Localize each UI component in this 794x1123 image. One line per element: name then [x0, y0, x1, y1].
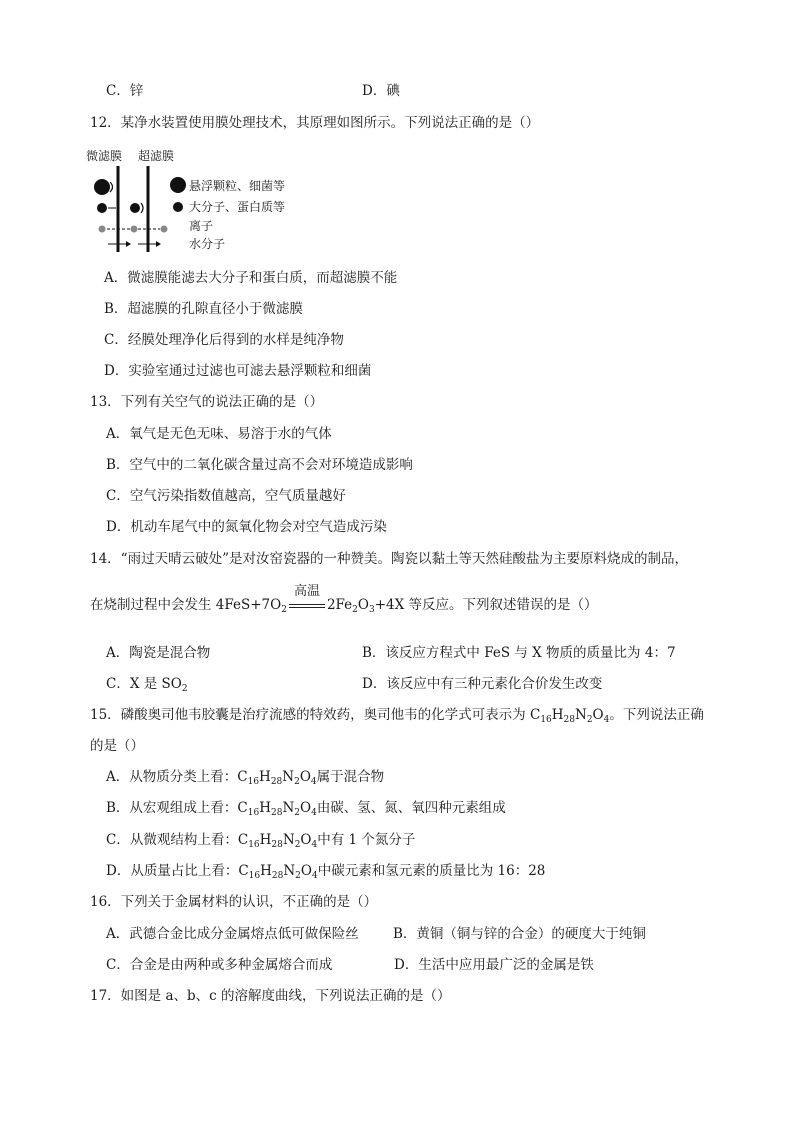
q14-option-a: A．陶瓷是混合物: [106, 645, 211, 661]
q16-option-b: B．黄铜（铜与锌的合金）的硬度大于纯铜: [393, 926, 646, 942]
legend-suspended: 悬浮颗粒、细菌等: [189, 179, 286, 193]
macromolecule-dot: [97, 203, 107, 213]
q11-option-d: D．碘: [362, 83, 400, 99]
q17-stem: 17．如图是 a、b、c 的溶解度曲线，下列说法正确的是（）: [90, 988, 451, 1004]
q16-option-d: D．生活中应用最广泛的金属是铁: [394, 957, 594, 973]
q16-option-a: A．武德合金比成分金属熔点低可做保险丝: [106, 926, 359, 942]
q12-option-d: D．实验室通过过滤也可滤去悬浮颗粒和细菌: [104, 363, 372, 379]
q14-option-b: B．该反应方程式中 FeS 与 X 物质的质量比为 4：7: [362, 645, 676, 661]
ion-dot: [99, 226, 106, 233]
q15-option-c: C．从微观结构上看：$C_{16}H_{28}N_2O_4$中有 1 个氮分子: [106, 832, 416, 850]
q16-stem: 16．下列关于金属材料的认识，不正确的是（）: [90, 894, 378, 910]
legend-macromolecule: 大分子、蛋白质等: [189, 200, 286, 214]
reaction-condition: 高温: [293, 583, 320, 599]
ultrafilter-label: 超滤膜: [138, 149, 175, 163]
suspended-particle-dot: [94, 179, 110, 195]
q13-option-d: D．机动车尾气中的氮氧化物会对空气造成污染: [106, 519, 387, 535]
legend-suspended-dot: [170, 177, 186, 193]
q11-option-c: C．锌: [106, 83, 144, 99]
q13-option-b: B．空气中的二氧化碳含量过高不会对环境造成影响: [106, 457, 413, 473]
reaction-condition-sign: [287, 583, 327, 616]
legend-macromolecule-dot: [173, 202, 183, 212]
q14-stem-line2: 在烧制过程中会发生 $4FeS+7O_2$ 高温 $2Fe_2O_3+4X$ 等反应。下列叙述错误的是（）: [90, 583, 598, 615]
q14-option-d: D．该反应中有三种元素化合价发生改变: [362, 676, 603, 692]
q12-option-a: A．微滤膜能滤去大分子和蛋白质，而超滤膜不能: [104, 270, 398, 286]
q13-option-a: A．氧气是无色无味、易溶于水的气体: [106, 426, 332, 442]
q13-option-c: C．空气污染指数值越高，空气质量越好: [106, 488, 346, 504]
legend-water: 水分子: [189, 237, 226, 251]
q15-option-a: A．从物质分类上看：$C_{16}H_{28}N_2O_4$属于混合物: [106, 769, 385, 787]
q12-option-c: C．经膜处理净化后得到的水样是纯净物: [104, 332, 344, 348]
microfilter-label: 微滤膜: [86, 149, 123, 163]
legend-ion: 离子: [189, 219, 214, 233]
q14-option-c: C．X 是 $SO_2$: [106, 676, 188, 694]
q15-stem-line2: 的是（）: [90, 738, 144, 754]
q12-stem: 12．某净水装置使用膜处理技术，其原理如图所示。下列说法正确的是（）: [90, 115, 540, 131]
membrane-filtration-diagram: [86, 146, 316, 260]
q14-stem-line1: 14．“雨过天晴云破处”是对汝窑瓷器的一种赞美。陶瓷以黏土等天然硅酸盐为主要原料烧成的制品，: [90, 551, 688, 567]
q15-option-d: D．从质量占比上看：$C_{16}H_{28}N_2O_4$中碳元素和氢元素的质量比为 16：28: [106, 863, 546, 881]
q15-option-b: B．从宏观组成上看：$C_{16}H_{28}N_2O_4$由碳、氢、氮、氧四种元素组成: [106, 800, 506, 818]
q16-option-c: C．合金是由两种或多种金属熔合而成: [106, 957, 333, 973]
q12-option-b: B．超滤膜的孔隙直径小于微滤膜: [104, 301, 303, 317]
q15-stem-line1: 15．磷酸奥司他韦胶囊是治疗流感的特效药，奥司他韦的化学式可表示为 $C_{16}H_{28}N_2O_4$。下列说法正确: [90, 707, 704, 725]
q13-stem: 13．下列有关空气的说法正确的是（）: [90, 394, 324, 410]
